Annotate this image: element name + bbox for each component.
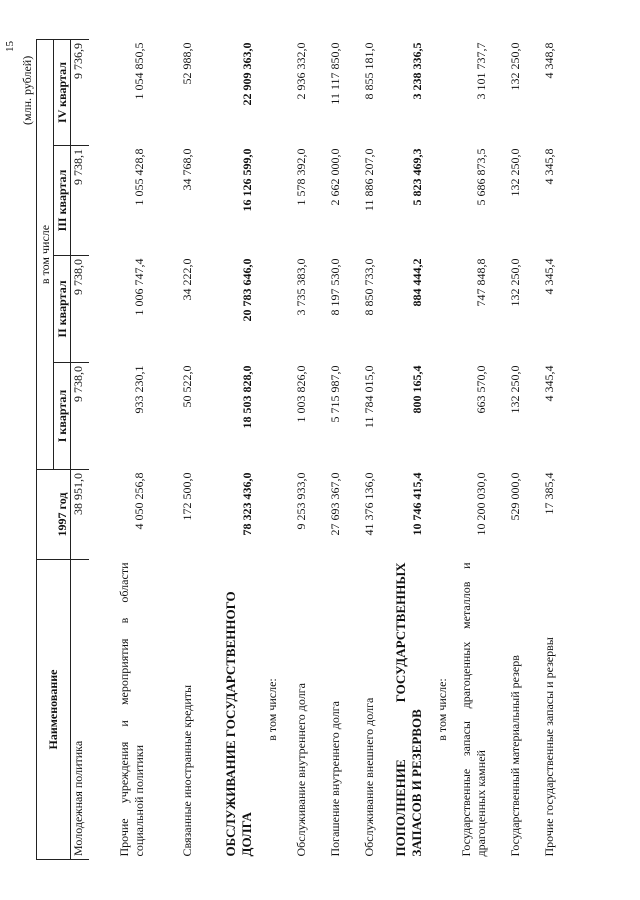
row-name: Прочие учреждения и мероприятия в области социальной политики [117, 562, 146, 857]
header-in-total: в том числе [37, 39, 54, 469]
table-row [459, 39, 489, 859]
row-name: ПОПОЛНЕНИЕ ГОСУДАРСТВЕННЫХ ЗАПАСОВ И РЕЗЕРВОВ [393, 562, 424, 857]
row-year: 38 951,0 [71, 470, 90, 560]
row-year: 78 323 436,0 [240, 472, 254, 536]
row-year: 172 500,0 [180, 472, 194, 521]
row-year: 41 376 136,0 [362, 472, 376, 536]
row-q1: 11 784 015,0 [362, 365, 376, 429]
row-q3: 4 345,8 [542, 148, 556, 185]
row-q3: 5 686 873,5 [474, 148, 488, 206]
row-q1: 663 570,0 [474, 365, 488, 414]
row-q4: 3 101 737,7 [474, 42, 488, 100]
row-q1: 50 522,0 [180, 365, 194, 408]
row-q2: 132 250,0 [508, 258, 522, 307]
row-q4: 9 736,9 [71, 39, 90, 145]
row-name: Связанные иностранные кредиты [180, 684, 194, 857]
row-q4: 22 909 363,0 [240, 42, 254, 106]
row-q2: 8 197 530,0 [328, 258, 342, 316]
row-q4: 4 348,8 [542, 42, 556, 79]
row-year: 529 000,0 [508, 472, 522, 521]
page-number: 15 [4, 41, 16, 52]
row-name: в том числе: [434, 678, 449, 741]
rotated-table-stage [4, 40, 596, 860]
row-q2: 884 444,2 [410, 258, 424, 307]
row-q4: 11 117 850,0 [328, 42, 342, 105]
row-q1: 933 230,1 [132, 365, 146, 414]
table-row [289, 39, 309, 859]
row-q3: 11 886 207,0 [362, 148, 376, 212]
row-name: ОБСЛУЖИВАНИЕ ГОСУДАРСТВЕННОГО ДОЛГА [223, 591, 254, 857]
row-q1: 9 738,0 [71, 363, 90, 470]
row-year: 10 200 030,0 [474, 472, 488, 536]
row-q4: 1 054 850,5 [132, 42, 146, 100]
row-q3: 132 250,0 [508, 148, 522, 197]
row-name: в том числе: [264, 678, 279, 741]
table-row [117, 39, 147, 859]
row-q2: 9 738,0 [71, 256, 90, 363]
row-q2: 20 783 646,0 [240, 258, 254, 322]
header-q3: III квартал [54, 146, 71, 256]
table-row-caption [255, 39, 289, 859]
row-q1: 800 165,4 [410, 365, 424, 414]
table-row [175, 39, 195, 859]
row-q4: 3 238 336,5 [410, 42, 424, 100]
row-q2: 3 735 383,0 [294, 258, 308, 316]
row-name: Обслуживание внутреннего долга [294, 683, 308, 857]
row-name: Прочие государственные запасы и резервы [542, 637, 556, 857]
row-q1: 18 503 828,0 [240, 365, 254, 429]
row-q3: 9 738,1 [71, 146, 90, 256]
row-q3: 2 662 000,0 [328, 148, 342, 206]
header-year: 1997 год [37, 470, 71, 560]
row-q4: 132 250,0 [508, 42, 522, 91]
row-q3: 1 055 428,8 [132, 148, 146, 206]
table-row [323, 39, 343, 859]
row-name: Молодежная политика [71, 560, 90, 860]
row-q3: 1 578 392,0 [294, 148, 308, 206]
row-year: 10 746 415,4 [410, 472, 424, 536]
header-q4: IV квартал [54, 39, 71, 145]
row-q3: 16 126 599,0 [240, 148, 254, 212]
row-name: Обслуживание внешнего долга [362, 697, 376, 857]
row-name: Государственный материальный резерв [508, 655, 522, 857]
table-row [537, 39, 557, 859]
row-q1: 4 345,4 [542, 365, 556, 402]
row-name: Погашение внутреннего долга [328, 701, 342, 857]
row-name: Государственные запасы драгоценных металлов и драгоценных камней [459, 562, 488, 857]
row-q2: 34 222,0 [180, 258, 194, 301]
row-q1: 1 003 826,0 [294, 365, 308, 423]
row-year: 4 050 256,8 [132, 472, 146, 530]
table-row-caption [425, 39, 459, 859]
table-row [503, 39, 523, 859]
row-q1: 5 715 987,0 [328, 365, 342, 423]
row-q3: 5 823 469,3 [410, 148, 424, 206]
row-q2: 1 006 747,4 [132, 258, 146, 316]
budget-table [36, 39, 557, 860]
table-row-section [393, 39, 425, 859]
header-q2: II квартал [54, 256, 71, 363]
table-row-section [223, 39, 255, 859]
row-q4: 8 855 181,0 [362, 42, 376, 100]
row-year: 27 693 367,0 [328, 472, 342, 536]
row-year: 17 385,4 [542, 472, 556, 515]
units-label: (млн. рублей) [20, 55, 34, 125]
header-q1: I квартал [54, 363, 71, 470]
row-q2: 747 848,8 [474, 258, 488, 307]
row-q4: 52 988,0 [180, 42, 194, 85]
table-row [71, 39, 90, 859]
row-q1: 132 250,0 [508, 365, 522, 414]
row-year: 9 253 933,0 [294, 472, 308, 530]
row-q4: 2 936 332,0 [294, 42, 308, 100]
table-row [357, 39, 377, 859]
row-q3: 34 768,0 [180, 148, 194, 191]
header-name: Наименование [37, 560, 71, 860]
row-q2: 4 345,4 [542, 258, 556, 295]
row-q2: 8 850 733,0 [362, 258, 376, 316]
